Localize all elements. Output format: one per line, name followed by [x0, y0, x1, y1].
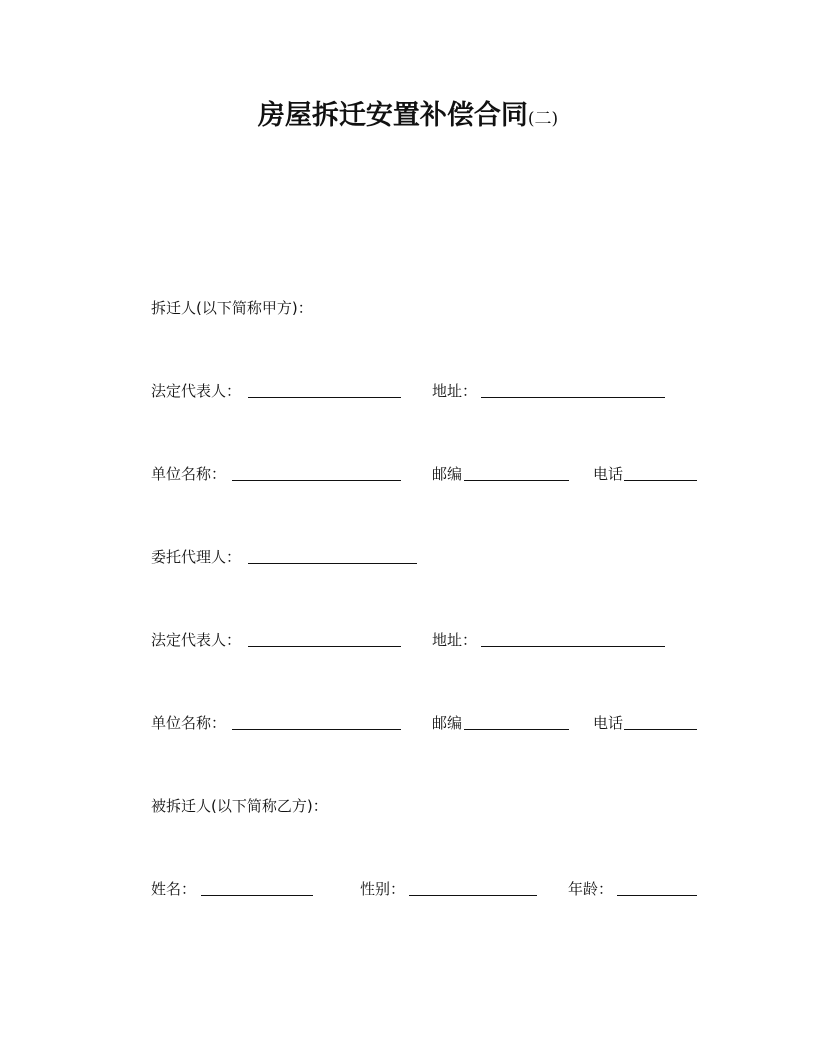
age-blank[interactable]: [617, 895, 697, 896]
legal-rep-label: 法定代表人：: [151, 382, 242, 400]
address-label: 地址：: [432, 631, 478, 649]
name-label: 姓名：: [151, 880, 197, 898]
legal-rep-blank[interactable]: [248, 397, 401, 398]
phone-label: 电话: [593, 465, 624, 483]
phone-blank[interactable]: [624, 729, 697, 730]
address-blank[interactable]: [481, 646, 665, 647]
phone-blank[interactable]: [624, 480, 697, 481]
legal-rep-blank[interactable]: [248, 646, 401, 647]
unit-name-label: 单位名称：: [151, 714, 227, 732]
agent-blank[interactable]: [248, 563, 417, 564]
postcode-blank[interactable]: [464, 729, 569, 730]
title-main: 房屋拆迁安置补偿合同: [257, 100, 528, 131]
address-label: 地址：: [432, 382, 478, 400]
phone-label: 电话: [593, 714, 624, 732]
gender-blank[interactable]: [409, 895, 537, 896]
agent-row: [0, 546, 816, 568]
agent-label: 委托代理人：: [151, 548, 242, 566]
address-blank[interactable]: [481, 397, 665, 398]
party-a-rep-row-2: [0, 629, 816, 651]
party-b-heading: 被拆迁人(以下简称乙方)：: [151, 797, 328, 815]
party-a-heading: 拆迁人(以下简称甲方)：: [151, 299, 313, 317]
unit-name-blank[interactable]: [232, 729, 401, 730]
party-a-unit-row-1: [0, 463, 816, 485]
party-b-heading-row: [0, 795, 816, 817]
age-label: 年龄：: [568, 880, 614, 898]
document-title: [0, 98, 816, 137]
unit-name-label: 单位名称：: [151, 465, 227, 483]
postcode-label: 邮编: [432, 465, 463, 483]
postcode-label: 邮编: [432, 714, 463, 732]
gender-label: 性别：: [360, 880, 406, 898]
party-a-rep-row-1: [0, 380, 816, 402]
name-blank[interactable]: [201, 895, 313, 896]
unit-name-blank[interactable]: [232, 480, 401, 481]
title-suffix: (二): [527, 109, 559, 129]
postcode-blank[interactable]: [464, 480, 569, 481]
party-b-info-row: [0, 878, 816, 900]
party-a-unit-row-2: [0, 712, 816, 734]
legal-rep-label: 法定代表人：: [151, 631, 242, 649]
party-a-heading-row: [0, 297, 816, 319]
